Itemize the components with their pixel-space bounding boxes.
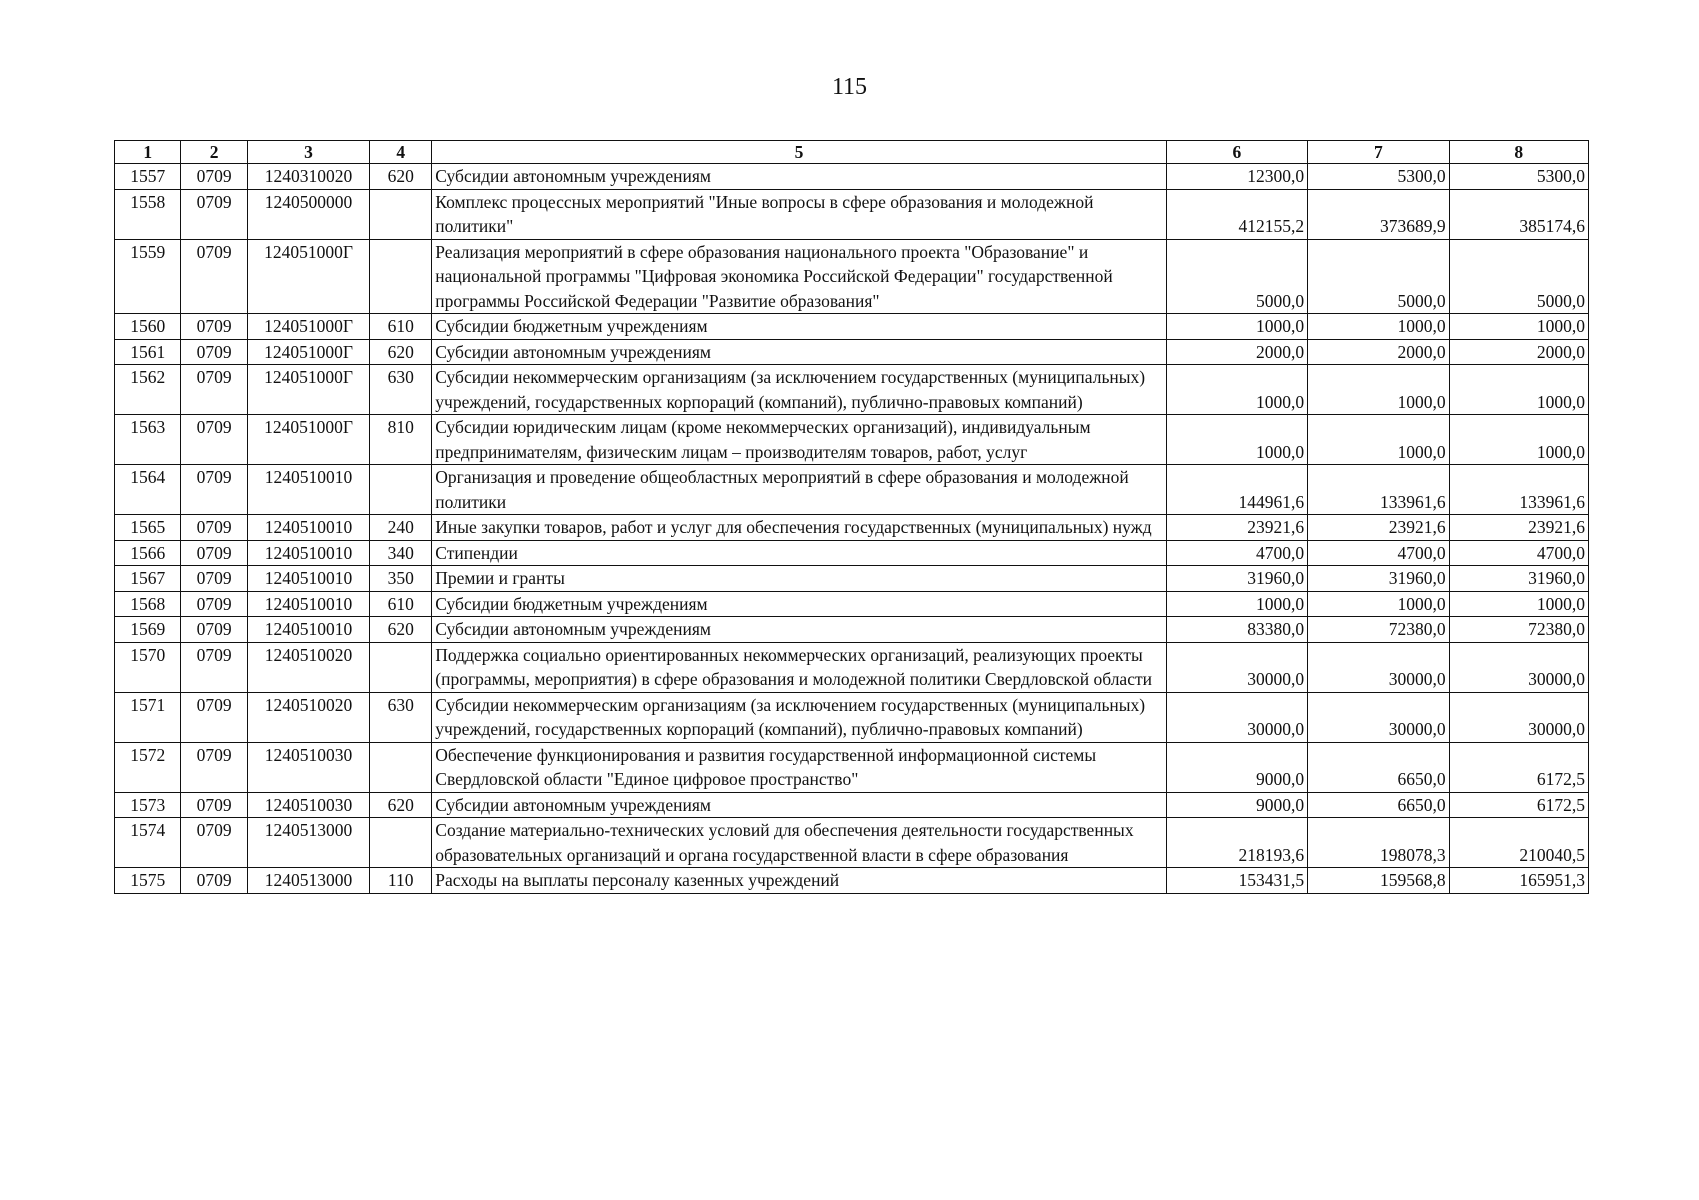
amount-col-7: 30000,0 bbox=[1308, 692, 1450, 742]
column-header: 7 bbox=[1308, 141, 1450, 164]
section-code: 0709 bbox=[181, 617, 247, 643]
amount-col-8: 72380,0 bbox=[1449, 617, 1588, 643]
amount-col-7: 6650,0 bbox=[1308, 792, 1450, 818]
amount-col-8: 1000,0 bbox=[1449, 591, 1588, 617]
description: Субсидии некоммерческим организациям (за исключением государственных (муниципальных) учреждений, государственных корпораций (компаний), публично-правовых компаний) bbox=[432, 692, 1166, 742]
amount-col-8: 165951,3 bbox=[1449, 868, 1588, 894]
row-number: 1561 bbox=[115, 339, 181, 365]
expense-type-code bbox=[370, 239, 432, 314]
table-row bbox=[115, 465, 1589, 515]
section-code: 0709 bbox=[181, 365, 247, 415]
amount-col-6: 5000,0 bbox=[1166, 239, 1308, 314]
section-code: 0709 bbox=[181, 189, 247, 239]
table-row bbox=[115, 792, 1589, 818]
expense-type-code: 620 bbox=[370, 792, 432, 818]
amount-col-8: 6172,5 bbox=[1449, 742, 1588, 792]
table-row bbox=[115, 617, 1589, 643]
amount-col-6: 1000,0 bbox=[1166, 314, 1308, 340]
table-row bbox=[115, 415, 1589, 465]
section-code: 0709 bbox=[181, 164, 247, 190]
section-code: 0709 bbox=[181, 692, 247, 742]
expense-type-code: 620 bbox=[370, 617, 432, 643]
description: Поддержка социально ориентированных некоммерческих организаций, реализующих проекты (программы, мероприятия) в сфере образования и молодежной политики Свердловской области bbox=[432, 642, 1166, 692]
expense-type-code bbox=[370, 742, 432, 792]
description: Субсидии автономным учреждениям bbox=[432, 164, 1166, 190]
row-number: 1573 bbox=[115, 792, 181, 818]
row-number: 1563 bbox=[115, 415, 181, 465]
column-header: 1 bbox=[115, 141, 181, 164]
table-row bbox=[115, 540, 1589, 566]
target-article-code: 124051000Г bbox=[247, 339, 369, 365]
amount-col-8: 5300,0 bbox=[1449, 164, 1588, 190]
section-code: 0709 bbox=[181, 515, 247, 541]
section-code: 0709 bbox=[181, 591, 247, 617]
table-header-row bbox=[115, 141, 1589, 164]
expense-type-code: 610 bbox=[370, 591, 432, 617]
description: Организация и проведение общеобластных мероприятий в сфере образования и молодежной политики bbox=[432, 465, 1166, 515]
amount-col-6: 1000,0 bbox=[1166, 591, 1308, 617]
table-row bbox=[115, 189, 1589, 239]
column-header: 4 bbox=[370, 141, 432, 164]
table-row bbox=[115, 365, 1589, 415]
amount-col-8: 30000,0 bbox=[1449, 642, 1588, 692]
amount-col-7: 1000,0 bbox=[1308, 591, 1450, 617]
table-row bbox=[115, 742, 1589, 792]
description: Стипендии bbox=[432, 540, 1166, 566]
amount-col-8: 30000,0 bbox=[1449, 692, 1588, 742]
amount-col-6: 2000,0 bbox=[1166, 339, 1308, 365]
row-number: 1568 bbox=[115, 591, 181, 617]
section-code: 0709 bbox=[181, 642, 247, 692]
amount-col-7: 133961,6 bbox=[1308, 465, 1450, 515]
amount-col-6: 9000,0 bbox=[1166, 792, 1308, 818]
target-article-code: 1240510010 bbox=[247, 515, 369, 541]
expense-type-code bbox=[370, 818, 432, 868]
target-article-code: 1240510010 bbox=[247, 591, 369, 617]
description: Обеспечение функционирования и развития государственной информационной системы Свердловской области "Единое цифровое пространство" bbox=[432, 742, 1166, 792]
target-article-code: 1240510030 bbox=[247, 792, 369, 818]
amount-col-6: 30000,0 bbox=[1166, 642, 1308, 692]
target-article-code: 1240310020 bbox=[247, 164, 369, 190]
amount-col-6: 31960,0 bbox=[1166, 566, 1308, 592]
section-code: 0709 bbox=[181, 540, 247, 566]
amount-col-7: 198078,3 bbox=[1308, 818, 1450, 868]
target-article-code: 1240513000 bbox=[247, 818, 369, 868]
table-row bbox=[115, 164, 1589, 190]
target-article-code: 124051000Г bbox=[247, 415, 369, 465]
amount-col-6: 144961,6 bbox=[1166, 465, 1308, 515]
column-header: 5 bbox=[432, 141, 1166, 164]
amount-col-6: 30000,0 bbox=[1166, 692, 1308, 742]
target-article-code: 124051000Г bbox=[247, 239, 369, 314]
amount-col-6: 4700,0 bbox=[1166, 540, 1308, 566]
amount-col-8: 1000,0 bbox=[1449, 415, 1588, 465]
amount-col-8: 210040,5 bbox=[1449, 818, 1588, 868]
description: Субсидии некоммерческим организациям (за исключением государственных (муниципальных) учреждений, государственных корпораций (компаний), публично-правовых компаний) bbox=[432, 365, 1166, 415]
description: Субсидии бюджетным учреждениям bbox=[432, 591, 1166, 617]
table-row bbox=[115, 339, 1589, 365]
expense-type-code: 620 bbox=[370, 164, 432, 190]
amount-col-7: 373689,9 bbox=[1308, 189, 1450, 239]
section-code: 0709 bbox=[181, 415, 247, 465]
amount-col-8: 385174,6 bbox=[1449, 189, 1588, 239]
expense-type-code bbox=[370, 465, 432, 515]
description: Реализация мероприятий в сфере образования национального проекта "Образование" и национальной программы "Цифровая экономика Российской Федерации" государственной программы Российской Федерации "Развитие образования" bbox=[432, 239, 1166, 314]
description: Создание материально-технических условий для обеспечения деятельности государственных образовательных организаций и органа государственной власти в сфере образования bbox=[432, 818, 1166, 868]
amount-col-8: 1000,0 bbox=[1449, 365, 1588, 415]
target-article-code: 1240510010 bbox=[247, 566, 369, 592]
amount-col-6: 218193,6 bbox=[1166, 818, 1308, 868]
table-row bbox=[115, 314, 1589, 340]
expense-type-code: 810 bbox=[370, 415, 432, 465]
section-code: 0709 bbox=[181, 742, 247, 792]
section-code: 0709 bbox=[181, 818, 247, 868]
expense-type-code: 350 bbox=[370, 566, 432, 592]
amount-col-7: 31960,0 bbox=[1308, 566, 1450, 592]
target-article-code: 1240513000 bbox=[247, 868, 369, 894]
amount-col-7: 5000,0 bbox=[1308, 239, 1450, 314]
row-number: 1566 bbox=[115, 540, 181, 566]
amount-col-8: 31960,0 bbox=[1449, 566, 1588, 592]
table-row bbox=[115, 692, 1589, 742]
amount-col-6: 153431,5 bbox=[1166, 868, 1308, 894]
amount-col-6: 83380,0 bbox=[1166, 617, 1308, 643]
description: Иные закупки товаров, работ и услуг для обеспечения государственных (муниципальных) нужд bbox=[432, 515, 1166, 541]
description: Субсидии автономным учреждениям bbox=[432, 617, 1166, 643]
amount-col-6: 12300,0 bbox=[1166, 164, 1308, 190]
table-row bbox=[115, 591, 1589, 617]
section-code: 0709 bbox=[181, 239, 247, 314]
column-header: 3 bbox=[247, 141, 369, 164]
table-row bbox=[115, 868, 1589, 894]
expense-type-code: 630 bbox=[370, 692, 432, 742]
target-article-code: 1240510010 bbox=[247, 540, 369, 566]
amount-col-8: 1000,0 bbox=[1449, 314, 1588, 340]
amount-col-7: 1000,0 bbox=[1308, 365, 1450, 415]
amount-col-7: 4700,0 bbox=[1308, 540, 1450, 566]
description: Субсидии бюджетным учреждениям bbox=[432, 314, 1166, 340]
table-row bbox=[115, 515, 1589, 541]
section-code: 0709 bbox=[181, 339, 247, 365]
description: Субсидии автономным учреждениям bbox=[432, 792, 1166, 818]
description: Расходы на выплаты персоналу казенных учреждений bbox=[432, 868, 1166, 894]
row-number: 1562 bbox=[115, 365, 181, 415]
column-header: 8 bbox=[1449, 141, 1588, 164]
amount-col-6: 23921,6 bbox=[1166, 515, 1308, 541]
amount-col-7: 1000,0 bbox=[1308, 415, 1450, 465]
row-number: 1570 bbox=[115, 642, 181, 692]
amount-col-6: 1000,0 bbox=[1166, 415, 1308, 465]
target-article-code: 1240510020 bbox=[247, 642, 369, 692]
expense-type-code bbox=[370, 189, 432, 239]
row-number: 1572 bbox=[115, 742, 181, 792]
row-number: 1559 bbox=[115, 239, 181, 314]
target-article-code: 124051000Г bbox=[247, 365, 369, 415]
row-number: 1567 bbox=[115, 566, 181, 592]
description: Комплекс процессных мероприятий "Иные вопросы в сфере образования и молодежной политики" bbox=[432, 189, 1166, 239]
section-code: 0709 bbox=[181, 314, 247, 340]
target-article-code: 1240510020 bbox=[247, 692, 369, 742]
column-header: 6 bbox=[1166, 141, 1308, 164]
expense-type-code: 620 bbox=[370, 339, 432, 365]
amount-col-8: 23921,6 bbox=[1449, 515, 1588, 541]
page-number: 115 bbox=[831, 74, 868, 100]
amount-col-6: 412155,2 bbox=[1166, 189, 1308, 239]
row-number: 1564 bbox=[115, 465, 181, 515]
amount-col-8: 4700,0 bbox=[1449, 540, 1588, 566]
description: Субсидии юридическим лицам (кроме некоммерческих организаций), индивидуальным предпринимателям, физическим лицам – производителям товаров, работ, услуг bbox=[432, 415, 1166, 465]
amount-col-6: 1000,0 bbox=[1166, 365, 1308, 415]
amount-col-7: 2000,0 bbox=[1308, 339, 1450, 365]
target-article-code: 1240510010 bbox=[247, 465, 369, 515]
column-header: 2 bbox=[181, 141, 247, 164]
expense-type-code: 340 bbox=[370, 540, 432, 566]
amount-col-7: 30000,0 bbox=[1308, 642, 1450, 692]
section-code: 0709 bbox=[181, 465, 247, 515]
expense-type-code: 630 bbox=[370, 365, 432, 415]
description: Субсидии автономным учреждениям bbox=[432, 339, 1166, 365]
description: Премии и гранты bbox=[432, 566, 1166, 592]
expense-type-code: 240 bbox=[370, 515, 432, 541]
row-number: 1560 bbox=[115, 314, 181, 340]
amount-col-8: 5000,0 bbox=[1449, 239, 1588, 314]
table-row bbox=[115, 642, 1589, 692]
amount-col-8: 6172,5 bbox=[1449, 792, 1588, 818]
table-row bbox=[115, 818, 1589, 868]
amount-col-7: 159568,8 bbox=[1308, 868, 1450, 894]
expense-type-code: 110 bbox=[370, 868, 432, 894]
expense-type-code: 610 bbox=[370, 314, 432, 340]
expense-type-code bbox=[370, 642, 432, 692]
table-row bbox=[115, 239, 1589, 314]
amount-col-8: 133961,6 bbox=[1449, 465, 1588, 515]
amount-col-6: 9000,0 bbox=[1166, 742, 1308, 792]
amount-col-8: 2000,0 bbox=[1449, 339, 1588, 365]
row-number: 1557 bbox=[115, 164, 181, 190]
amount-col-7: 23921,6 bbox=[1308, 515, 1450, 541]
target-article-code: 1240510010 bbox=[247, 617, 369, 643]
amount-col-7: 1000,0 bbox=[1308, 314, 1450, 340]
section-code: 0709 bbox=[181, 868, 247, 894]
amount-col-7: 5300,0 bbox=[1308, 164, 1450, 190]
table-body bbox=[115, 164, 1589, 894]
amount-col-7: 72380,0 bbox=[1308, 617, 1450, 643]
row-number: 1574 bbox=[115, 818, 181, 868]
section-code: 0709 bbox=[181, 792, 247, 818]
row-number: 1571 bbox=[115, 692, 181, 742]
budget-table bbox=[114, 140, 1589, 894]
table-row bbox=[115, 566, 1589, 592]
target-article-code: 124051000Г bbox=[247, 314, 369, 340]
row-number: 1569 bbox=[115, 617, 181, 643]
amount-col-7: 6650,0 bbox=[1308, 742, 1450, 792]
target-article-code: 1240510030 bbox=[247, 742, 369, 792]
row-number: 1575 bbox=[115, 868, 181, 894]
row-number: 1558 bbox=[115, 189, 181, 239]
section-code: 0709 bbox=[181, 566, 247, 592]
target-article-code: 1240500000 bbox=[247, 189, 369, 239]
row-number: 1565 bbox=[115, 515, 181, 541]
